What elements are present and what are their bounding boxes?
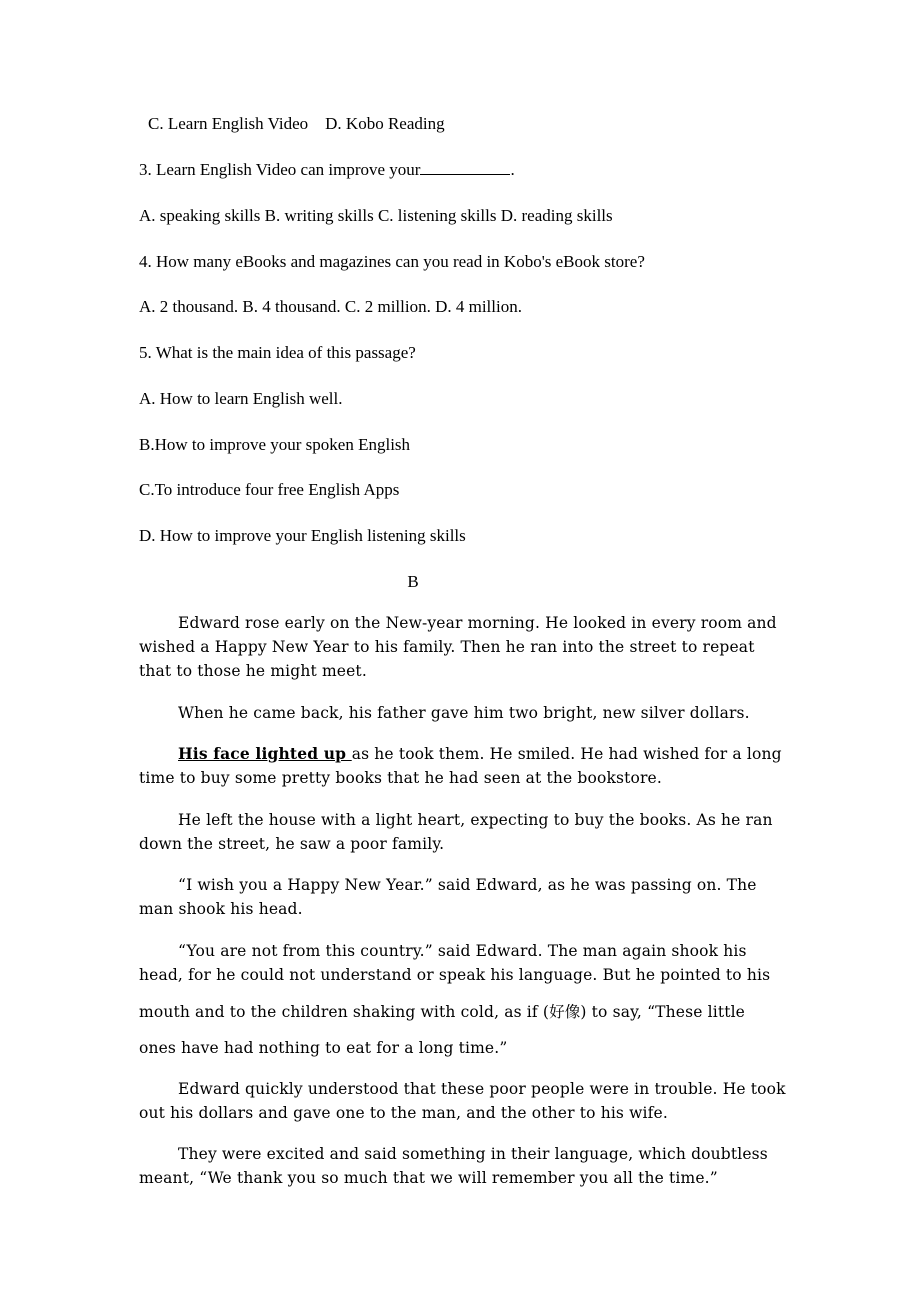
q3-stem-text: 3. Learn English Video can improve your: [139, 160, 421, 179]
paragraph-6-line-1: “You are not from this country.” said Edward. The man again shook his: [178, 942, 747, 960]
q5-option-a: A. How to learn English well.: [139, 389, 343, 408]
q3-stem-end: .: [510, 160, 515, 179]
paragraph-2: When he came back, his father gave him two bright, new silver dollars.: [178, 704, 750, 722]
paragraph-6-line-3: mouth and to the children shaking with cold, as if (好像) to say, “These little: [139, 1003, 746, 1021]
paragraph-3: [139, 742, 789, 790]
q4-options: A. 2 thousand. B. 4 thousand. C. 2 million. D. 4 million.: [139, 297, 522, 316]
q2-option-c: C. Learn English Video: [148, 114, 309, 133]
paragraph-6-line-2: head, for he could not understand or speak his language. But he pointed to his: [139, 966, 771, 984]
paragraph-6-line-4: ones have had nothing to eat for a long time.”: [139, 1039, 508, 1057]
paragraph-7: Edward quickly understood that these poor people were in trouble. He took out his dollars and gave one to the man, and the other to his wife.: [139, 1080, 786, 1122]
q5-option-d: D. How to improve your English listening skills: [139, 526, 466, 545]
q3-options: A. speaking skills B. writing skills C. listening skills D. reading skills: [139, 206, 613, 225]
q5-option-b: B.How to improve your spoken English: [139, 435, 411, 454]
q5-stem: 5. What is the main idea of this passage?: [139, 343, 416, 362]
q2-option-d: D. Kobo Reading: [325, 114, 445, 133]
q3-answer-blank: [420, 160, 510, 175]
q4-stem: 4. How many eBooks and magazines can you read in Kobo's eBook store?: [139, 252, 645, 271]
highlighted-phrase: His face lighted up: [178, 744, 352, 763]
paragraph-3-rest: as he took them. He smiled. He had wished for a long time to buy some pretty books that he had seen at the bookstore.: [139, 745, 782, 787]
paragraph-5: “I wish you a Happy New Year.” said Edward, as he was passing on. The man shook his head.: [139, 876, 757, 918]
paragraph-1: Edward rose early on the New-year morning. He looked in every room and wished a Happy New Year to his family. Then he ran into the street to repeat that to those he might meet.: [139, 614, 777, 680]
q3-stem: [139, 160, 515, 180]
section-heading-b: B: [407, 572, 419, 591]
q5-option-c: C.To introduce four free English Apps: [139, 480, 400, 499]
paragraph-4: He left the house with a light heart, expecting to buy the books. As he ran down the street, he saw a poor family.: [139, 811, 773, 853]
q2-options-tail: [148, 114, 445, 134]
paragraph-8: They were excited and said something in their language, which doubtless meant, “We thank you so much that we will remember you all the time.”: [139, 1145, 768, 1187]
